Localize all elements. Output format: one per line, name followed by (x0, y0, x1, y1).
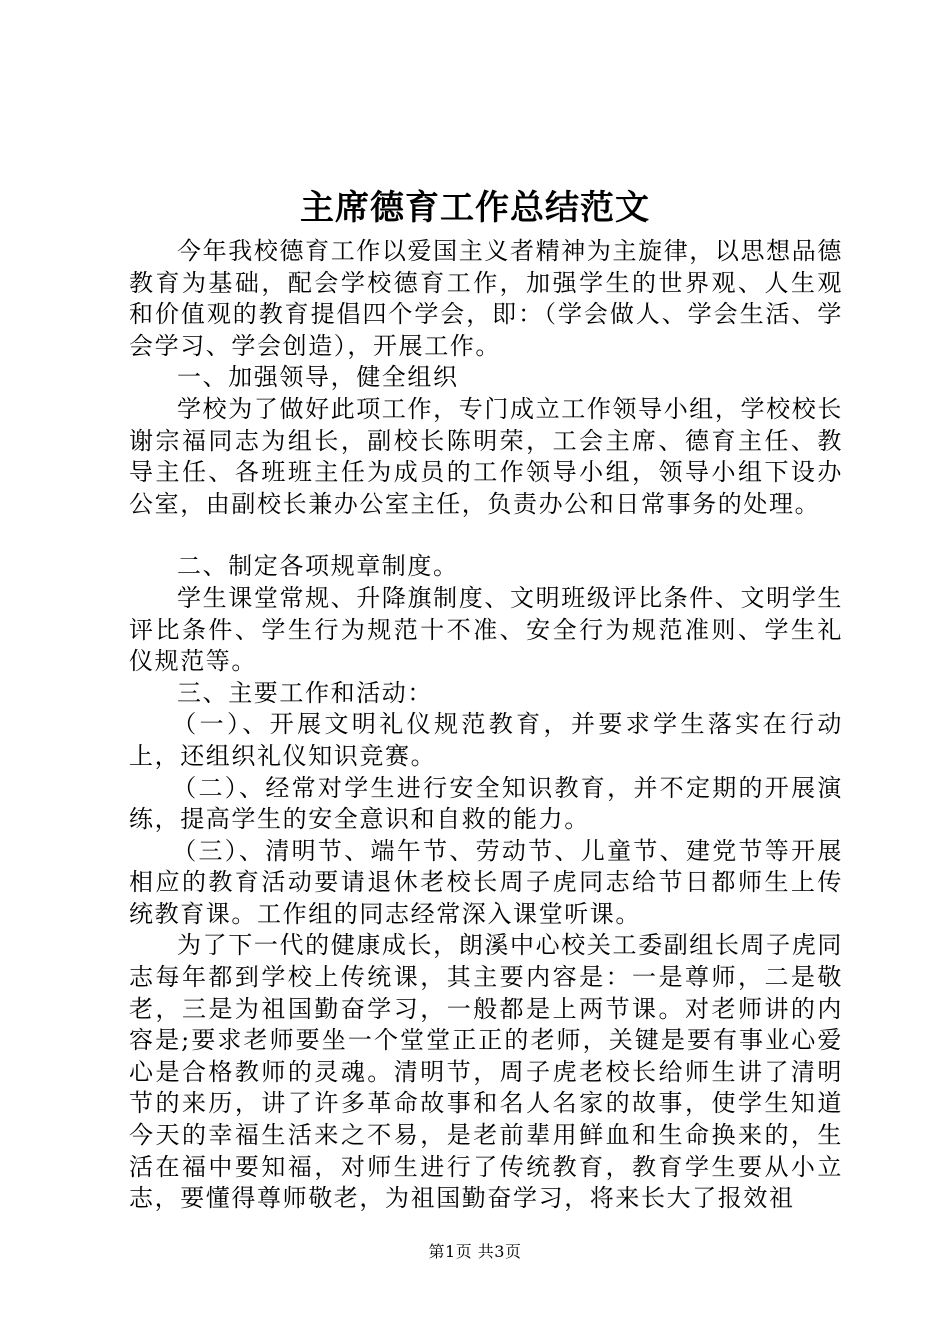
document-body (129, 236, 843, 1215)
page-footer: 第1页 共3页 (428, 1242, 522, 1261)
section-heading-1: 一、加强领导，健全组织 (177, 363, 459, 392)
section-heading-2: 二、制定各项规章制度。 (177, 552, 459, 581)
list-item-3: （三）、清明节、端午节、劳动节、儿童节、建党节等开展相应的教育活动要请退休老校长周子虎同志给节日都师生上传统教育课。工作组的同志经常深入课堂听课。 (129, 836, 843, 928)
paragraph-intro: 今年我校德育工作以爱国主义者精神为主旋律，以思想品德教育为基础，配会学校德育工作，加强学生的世界观、人生观和价值观的教育提倡四个学会，即：（学会做人、学会生活、学会学习、学会创造），开展工作。 (129, 237, 843, 360)
section-heading-3: 三、主要工作和活动： (177, 678, 433, 707)
list-item-2: （二）、经常对学生进行安全知识教育，并不定期的开展演练，提高学生的安全意识和自救的能力。 (129, 773, 843, 834)
paragraph-activities: 为了下一代的健康成长，朗溪中心校关工委副组长周子虎同志每年都到学校上传统课，其主要内容是：一是尊师，二是敬老，三是为祖国勤奋学习，一般都是上两节课。对老师讲的内容是;要求老师要坐一个堂堂正正的老师，关键是要有事业心爱心是合格教师的灵魂。清明节，周子虎老校长给师生讲了清明节的来历，讲了许多革命故事和名人名家的故事，使学生知道今天的幸福生活来之不易，是老前辈用鲜血和生命换来的，生活在福中要知福，对师生进行了传统教育，教育学生要从小立志，要懂得尊师敬老，为祖国勤奋学习，将来长大了报效祖 (129, 931, 843, 1213)
paragraph-leadership: 学校为了做好此项工作，专门成立工作领导小组，学校校长谢宗福同志为组长，副校长陈明荣，工会主席、德育主任、教导主任、各班班主任为成员的工作领导小组，领导小组下设办公室，由副校长兼办公室主任，负责办公和日常事务的处理。 (129, 394, 843, 518)
document-title: 主席德育工作总结范文 (300, 188, 650, 228)
list-item-1: （一）、开展文明礼仪规范教育，并要求学生落实在行动上，还组织礼仪知识竞赛。 (129, 710, 843, 770)
paragraph-rules: 学生课堂常规、升降旗制度、文明班级评比条件、文明学生评比条件、学生行为规范十不准、安全行为规范准则、学生礼仪规范等。 (129, 583, 843, 676)
